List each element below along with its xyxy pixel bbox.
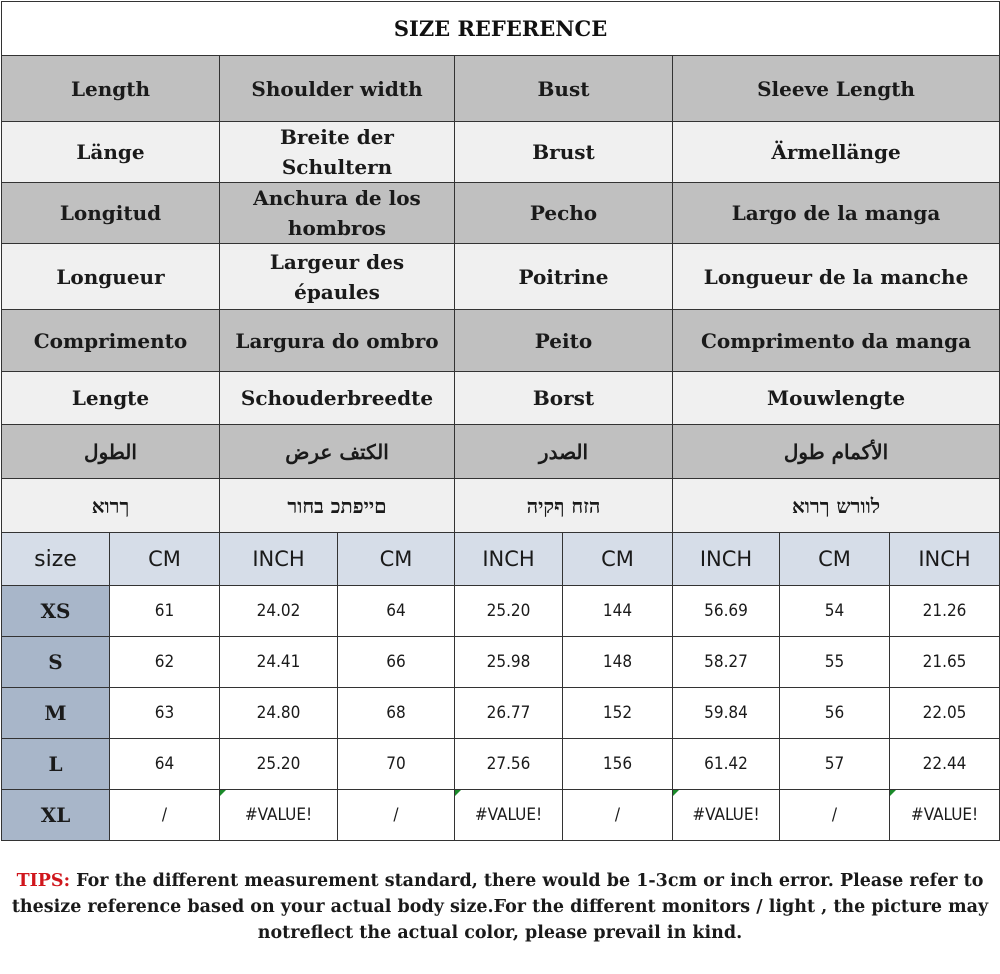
language-row <box>2 56 1000 122</box>
error-marker-icon <box>673 790 679 796</box>
language-row <box>2 122 1000 183</box>
value-text: 64 <box>386 601 406 621</box>
table-row <box>2 637 1000 688</box>
unit-header-cell: CM <box>563 533 673 586</box>
language-row <box>2 479 1000 533</box>
measurement-name-cell: Sleeve Length <box>673 56 1000 122</box>
measurement-name-cell: Longueur de la manche <box>673 244 1000 310</box>
value-text: 21.26 <box>922 601 967 621</box>
value-cell <box>338 688 455 739</box>
value-text: 24.41 <box>256 652 301 672</box>
table-title: SIZE REFERENCE <box>2 2 1000 56</box>
value-cell <box>780 739 890 790</box>
value-text: / <box>614 805 621 825</box>
measurement-name-cell: Comprimento da manga <box>673 310 1000 372</box>
value-cell <box>673 790 780 841</box>
measurement-name-cell: Length <box>2 56 220 122</box>
value-cell <box>890 586 1000 637</box>
measurement-name-cell: Peito <box>455 310 673 372</box>
value-text: / <box>393 805 399 825</box>
value-text: 148 <box>602 652 633 672</box>
language-row <box>2 425 1000 479</box>
value-cell <box>563 688 673 739</box>
value-text: 25.98 <box>486 652 531 672</box>
value-cell <box>110 586 220 637</box>
value-text: 61.42 <box>704 754 748 774</box>
measurement-name-cell: לוורש ךרוא <box>673 479 1000 533</box>
value-cell <box>780 637 890 688</box>
value-text: 156 <box>602 754 633 774</box>
measurement-name-cell: Comprimento <box>2 310 220 372</box>
measurement-name-cell: Mouwlengte <box>673 372 1000 425</box>
measurement-name-cell: הזח ףקיה <box>455 479 673 533</box>
value-cell <box>455 688 563 739</box>
value-text: #VALUE! <box>474 805 543 825</box>
tips-note <box>0 868 1000 946</box>
measurement-name-cell: Länge <box>2 122 220 183</box>
value-cell <box>110 739 220 790</box>
measurement-name-cell: Ärmellänge <box>673 122 1000 183</box>
value-cell <box>220 790 338 841</box>
value-cell <box>780 790 890 841</box>
value-text: 144 <box>602 601 633 621</box>
measurement-name-cell: Shoulder width <box>220 56 455 122</box>
value-text: 66 <box>386 652 406 672</box>
table-row <box>2 586 1000 637</box>
value-cell <box>220 586 338 637</box>
measurement-name-cell: Breite der Schultern <box>220 122 455 183</box>
measurement-name-cell: Longueur <box>2 244 220 310</box>
value-text: 63 <box>154 703 175 723</box>
value-cell <box>338 637 455 688</box>
unit-header-cell: INCH <box>890 533 1000 586</box>
value-cell <box>338 739 455 790</box>
value-text: 21.65 <box>922 652 967 672</box>
value-text: 68 <box>386 703 406 723</box>
value-text: 56 <box>824 703 845 723</box>
value-text: 22.44 <box>922 754 967 774</box>
size-cell: L <box>2 739 110 790</box>
table-row <box>2 688 1000 739</box>
measurement-name-cell: Brust <box>455 122 673 183</box>
unit-header-row <box>2 533 1000 586</box>
measurement-name-cell: Lengte <box>2 372 220 425</box>
size-table <box>1 1 1000 841</box>
language-row <box>2 244 1000 310</box>
value-cell <box>110 688 220 739</box>
size-header-cell: size <box>2 533 110 586</box>
value-cell <box>110 637 220 688</box>
measurement-name-cell: םייפתכ בחור <box>220 479 455 533</box>
value-cell <box>673 688 780 739</box>
error-marker-icon <box>890 790 896 796</box>
language-row <box>2 183 1000 244</box>
value-text: 25.20 <box>256 754 301 774</box>
value-text: #VALUE! <box>692 805 760 825</box>
language-row <box>2 310 1000 372</box>
value-text: / <box>161 805 168 825</box>
unit-header-cell: INCH <box>220 533 338 586</box>
value-cell <box>890 739 1000 790</box>
measurement-name-cell: Anchura de los hombros <box>220 183 455 244</box>
unit-header-cell: CM <box>110 533 220 586</box>
error-marker-icon <box>220 790 226 796</box>
value-cell <box>563 637 673 688</box>
measurement-name-cell: Largura do ombro <box>220 310 455 372</box>
value-cell <box>338 790 455 841</box>
value-cell <box>890 790 1000 841</box>
value-text: 27.56 <box>486 754 531 774</box>
value-cell <box>780 586 890 637</box>
value-cell <box>563 739 673 790</box>
value-cell <box>455 739 563 790</box>
measurement-name-cell: الصدر <box>455 425 673 479</box>
size-cell: XL <box>2 790 110 841</box>
value-cell <box>220 688 338 739</box>
value-text: 24.80 <box>256 703 301 723</box>
measurement-name-cell: ךרוא <box>2 479 220 533</box>
measurement-name-cell: الطول <box>2 425 220 479</box>
value-cell <box>563 790 673 841</box>
value-text: / <box>831 805 838 825</box>
measurement-name-cell: الكتف عرض <box>220 425 455 479</box>
value-cell <box>673 637 780 688</box>
measurement-name-cell: Pecho <box>455 183 673 244</box>
measurement-name-cell: Longitud <box>2 183 220 244</box>
table-row <box>2 790 1000 841</box>
measurement-name-cell: Poitrine <box>455 244 673 310</box>
value-text: 62 <box>154 652 175 672</box>
table-row <box>2 739 1000 790</box>
value-text: 55 <box>824 652 845 672</box>
value-cell <box>673 586 780 637</box>
value-cell <box>220 739 338 790</box>
value-text: 57 <box>824 754 845 774</box>
measurement-name-cell: Largeur des épaules <box>220 244 455 310</box>
value-cell <box>455 637 563 688</box>
size-cell: S <box>2 637 110 688</box>
measurement-name-cell: الأكمام طول <box>673 425 1000 479</box>
value-text: 24.02 <box>256 601 301 621</box>
value-cell <box>673 739 780 790</box>
value-cell <box>780 688 890 739</box>
tips-text: For the different measurement standard, there would be 1-3cm or inch error. Please refer to thesize reference based on your actual body size.For the different monitors / light , the picture may notreflect the actual color, please prevail in kind. <box>11 871 989 943</box>
value-cell <box>338 586 455 637</box>
value-text: #VALUE! <box>910 805 979 825</box>
value-cell <box>110 790 220 841</box>
value-cell <box>455 586 563 637</box>
unit-header-cell: INCH <box>455 533 563 586</box>
measurement-name-cell: Bust <box>455 56 673 122</box>
unit-header-cell: CM <box>780 533 890 586</box>
value-text: 56.69 <box>704 601 748 621</box>
value-text: 152 <box>602 703 633 723</box>
value-text: 26.77 <box>486 703 531 723</box>
value-text: 25.20 <box>486 601 531 621</box>
value-cell <box>455 790 563 841</box>
measurement-name-cell: Largo de la manga <box>673 183 1000 244</box>
value-text: 64 <box>154 754 175 774</box>
measurement-name-cell: Schouderbreedte <box>220 372 455 425</box>
size-cell: XS <box>2 586 110 637</box>
value-cell <box>563 586 673 637</box>
value-text: #VALUE! <box>244 805 313 825</box>
unit-header-cell: CM <box>338 533 455 586</box>
size-cell: M <box>2 688 110 739</box>
tips-label: TIPS: <box>16 871 71 891</box>
value-text: 58.27 <box>704 652 748 672</box>
value-text: 59.84 <box>704 703 748 723</box>
unit-header-cell: INCH <box>673 533 780 586</box>
value-cell <box>890 637 1000 688</box>
value-text: 61 <box>154 601 175 621</box>
language-row <box>2 372 1000 425</box>
value-cell <box>890 688 1000 739</box>
error-marker-icon <box>455 790 461 796</box>
value-text: 70 <box>386 754 406 774</box>
value-text: 22.05 <box>922 703 967 723</box>
value-text: 54 <box>824 601 845 621</box>
measurement-name-cell: Borst <box>455 372 673 425</box>
value-cell <box>220 637 338 688</box>
